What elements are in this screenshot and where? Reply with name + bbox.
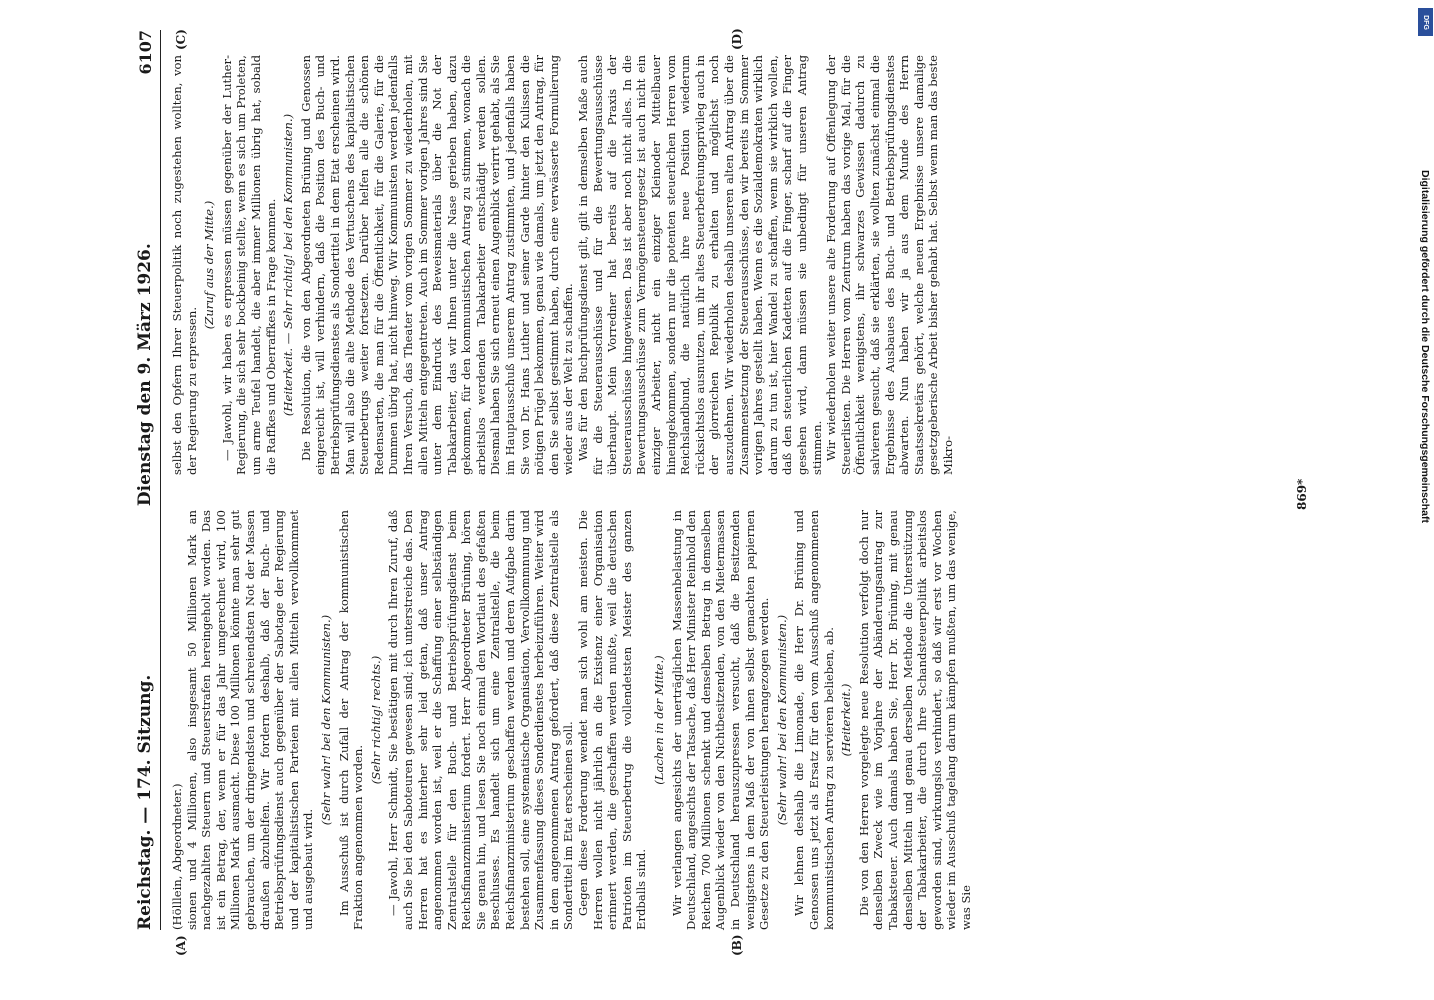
left-column (170, 510, 973, 930)
side-caption-wrap (1417, 170, 1434, 523)
interjection: (Sehr wahr! bei den Kommunisten.) (318, 614, 333, 826)
margin-mark-a: (A) (174, 935, 188, 956)
rotated-document (130, 28, 1330, 956)
interjection: (Heiterkeit. — Sehr richtig! bei den Kommunisten.) (281, 113, 296, 417)
header-left: Reichstag. — 174. Sitzung. (135, 674, 155, 930)
page-number: 6107 (135, 30, 155, 75)
margin-mark-c: (C) (174, 29, 188, 50)
paragraph: Die Resolution, die von den Abgeordneten Brüning und Genossen eingereicht ist, will verhindern, daß die Position des Buch- und Betriebsprüfungsdienstes als Sondertitel in dem Etat erscheinen wird. Man will also die alte Methode des Vertuschens des kapitalistischen Steuerbetrugs weiter fortsetzen. Darüber helfen alle die schönen Redensarten, die man für die Öffentlichkeit, für die Galerie, für die Dummen übrig hat, nicht hinweg. Wir Kommunisten werden jedenfalls Ihren Versuch, das Theater vom vorigen Sommer zu wiederholen, mit allen Mitteln entgegentreten. Auch im Sommer vorigen Jahres sind Sie unter dem Eindruck des Beweismaterials über die Not der Tabakarbeiter, das wir Ihnen unter die Nase gerieben haben, dazu gekommen, für den kommunistischen Antrag zu stimmen, wonach die arbeitslos werdenden Tabakarbeiter entschädigt werden sollen. Diesmal haben Sie sich erneut einen Augenblick verirrt gehabt, als Sie im Hauptausschuß unserem Antrag zustimmten, und jedenfalls haben Sie von Dr. Hans Luther und seiner Garde hinter den Kulissen die nötigen Prügel bekommen, genau wie damals, um jetzt den Antrag, für den Sie selbst gestimmt haben, durch eine verwässerte Formulierung wieder aus der Welt zu schaffen. (298, 55, 576, 475)
side-caption: Digitalisierung gefördert durch die Deutsche Forschungsgemeinschaft (1419, 170, 1431, 523)
paragraph: — Jawohl, Herr Schmidt, Sie bestätigen mit durch Ihren Zuruf, daß auch Sie bei den Saboteuren gewesen sind; ich unterstreiche das. Den Herren hat es hinterher sehr leid getan, daß unser Antrag angenommen worden ist, weil er die Schaffung einer selbständigen Zentralstelle für den Buch- und Betriebsprüfungsdienst beim Reichsfinanzministerium fordert. Herr Abgeordneter Brüning, hören Sie genau hin, und lesen Sie noch einmal den Wortlaut des gefaßten Beschlusses. Es handelt sich um eine Zentralstelle, die beim Reichsfinanzministerium geschaffen werden und deren Aufgabe darin bestehen soll, eine systematische Organisation, Vervollkommnung und Zusammenfassung dieses Sonderdienstes herbeizuführen. Weiter wird in dem angenommenen Antrag gefordert, daß diese Zentralstelle als Sondertitel im Etat erscheinen soll. (386, 510, 576, 930)
interjection: (Heiterkeit.) (839, 683, 854, 757)
paragraph: Die von den Herren vorgelegte neue Resolution verfolgt doch nur denselben Zweck wie im Vorjahre der Abänderungsantrag zur Tabaksteuer. Auch damals haben Sie, Herr Dr. Brüning, mit genau denselben Mitteln und genau derselben Methode die Unterstützung der Tabakarbeiter, die durch Ihre Schandsteuerpolitik arbeitslos geworden sind, wirkungslos verhindert, so daß wir erst vor Wochen wieder im Ausschuß tagelang darum kämpfen mußten, um das wenige, was Sie (856, 510, 973, 930)
interjection: (Zuruf aus der Mitte.) (202, 200, 217, 330)
signature-mark: 869* (1295, 478, 1309, 510)
paragraph: Gegen diese Forderung wendet man sich wohl am meisten. Die Herren wollen nicht jährlich an die Existenz einer Organisation erinnert werden, die geschaffen werden mußte, weil die deutschen Patrioten im Steuerbetrug die vollendetsten Meister des ganzen Erdballs sind. (576, 510, 649, 930)
speaker-line: (Hölllein, Abgeordneter.) (170, 783, 184, 930)
right-column (170, 55, 955, 475)
paragraph: Wir lehnen deshalb die Limonade, die Herr Dr. Brüning und Genossen uns jetzt als Ersatz für den vom Ausschuß angenommenen kommunistischen Antrag zu servieren belieben, ab. (792, 510, 836, 930)
margin-mark-b: (B) (730, 934, 744, 956)
interjection: (Sehr richtig! rechts.) (368, 655, 383, 785)
paragraph: selbst den Opfern Ihrer Steuerpolitik noch zugestehen wollten, von der Regierung zu erpressen. (170, 55, 199, 475)
interjection: (Sehr wahr! bei den Kommunisten.) (774, 614, 789, 826)
page-header (130, 30, 161, 930)
dfg-logo: DFG (1418, 8, 1433, 36)
paragraph: Wir wiederholen weiter unsere alte Forderung auf Offenlegung der Steuerlisten. Die Herren vom Zentrum haben das vorige Mal, für die Öffentlichkeit wenigstens, ihr schwarzes Gewissen dadurch zu salvieren gesucht, daß sie erklärten, sie wollten zunächst einmal die Ergebnisse des Ausbaues des Buch- und Betriebsprüfungsdienstes abwarten. Nun haben wir ja aus dem Munde des Herrn Staatssekretärs gehört, welche neuen Ergebnisse unsere damalige gesetzgeberische Arbeit bisher gehabt hat. Selbst wenn man das beste Mikro- (824, 55, 955, 475)
paragraph: Im Ausschuß ist durch Zufall der Antrag der kommunistischen Fraktion angenommen worden. (336, 510, 366, 930)
header-date: Dienstag den 9. März 1926. (135, 243, 155, 507)
interjection: (Lachen in der Mitte.) (652, 655, 666, 785)
paragraph: Wir verlangen angesichts der unerträglichen Massenbelastung in Deutschland, angesichts der Tatsache, daß Herr Minister Reinhold den Reichen 700 Millionen schenkt und denselben Betrag in demselben Augenblick wieder von den Nichtbesitzenden, von den Mietermassen in Deutschland herauszupressen versucht, daß die Besitzenden wenigstens in dem Maß der von ihnen selbst gemachten papiernen Gesetze zu den Steuerleistungen herangezogen werden. (669, 510, 772, 930)
paragraph: sionen und 4 Millionen, also insgesamt 50 Millionen Mark an nachgezahlten Steuern und Steuerstrafen hereingeholt worden. Das ist ein Betrag, der, wenn er für das Jahr umgerechnet wird, 100 Millionen Mark ausmacht. Diese 100 Millionen könnte man sehr gut gebrauchen, um der dringendsten und schreiendsten Not der Massen draußen abzuhelfen. Wir fordern deshalb, daß der Buch- und Betriebsprüfungsdienst auch gegenüber der Sabotage der Regierung und der kapitalistischen Parteien mit allen Mitteln vervollkommnet und ausgebaut wird. (184, 510, 316, 930)
margin-mark-d: (D) (730, 28, 744, 50)
paragraph: — Jawohl, wir haben es erpressen müssen gegenüber der Luther-Regierung, die sich sehr bockbeinig stellte, wenn es sich um Proleten, um arme Teufel handelt, die aber immer Millionen übrig hat, sobald die Raffkes und Oberraffkes in Frage kommen. (219, 55, 278, 475)
paragraph: Was für den Buchprüfungsdienst gilt, gilt in demselben Maße auch für die Steuerausschüsse und für die Bewertungsausschüsse überhaupt. Mein Vorredner hat bereits auf die Praxis der Steuerausschüsse hingewiesen. Das ist aber noch nicht alles. In die Bewertungsausschüsse zum Vermögensteuergesetz ist auch nicht ein einziger Arbeiter, nicht ein einziger Kleinoder Mittelbauer hineingekommen, sondern nur die potenten steuerlichen Herren vom Reichslandbund, die natürlich ihre neue Position wiederum rücksichtslos ausnutzen, um ihr altes Steuerbefreiungsprivileg auch in der glorreichen Republik zu erhalten und möglichst noch auszudehnen. Wir wiederholen deshalb unseren alten Antrag über die Zusammensetzung der Steuerausschüsse, den wir bereits im Sommer vorigen Jahres gestellt haben. Wenn es die Sozialdemokraten wirklich darum zu tun ist, hier Wandel zu schaffen, wenn sie wirklich wollen, daß den steuerlichen Kadetten auf die Finger, scharf auf die Finger gesehen wird, dann müssen sie unbedingt für unseren Antrag stimmen. (576, 55, 824, 475)
